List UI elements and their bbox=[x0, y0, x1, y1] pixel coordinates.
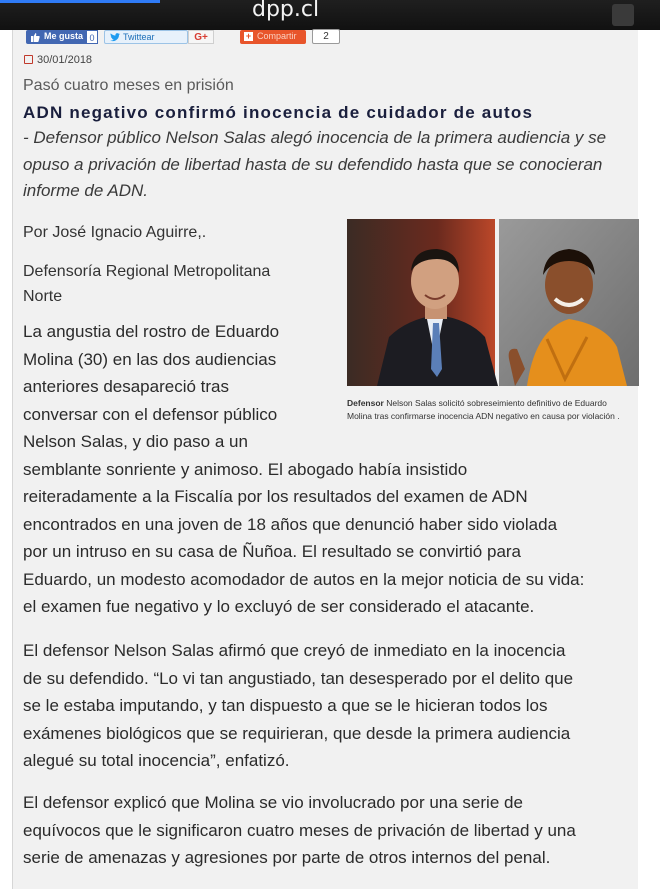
paragraph-line: reiteradamente a la Fiscalía por los resultados del examen de ADN bbox=[23, 487, 528, 506]
paragraph-line: Eduardo, un modesto acomodador de autos en la mejor noticia de su vida: bbox=[23, 569, 585, 589]
facebook-like-button[interactable] bbox=[26, 30, 98, 44]
like-label: Me gusta bbox=[44, 31, 84, 41]
paragraph-line: encontrados en una joven de 18 años que denunció haber sido violada bbox=[23, 514, 558, 534]
paragraph-line: Nelson Salas, y dio paso a un bbox=[23, 432, 248, 451]
article-paragraph-1 bbox=[23, 318, 584, 621]
paragraph-line: equívocos que le significaron cuatro meses de privación de libertad y una bbox=[23, 820, 576, 840]
paragraph-line: por un intruso en su casa de Ñuñoa. El resultado se convirtió para bbox=[23, 542, 522, 561]
paragraph-line: anteriores desapareció tras bbox=[23, 377, 230, 396]
paragraph-line: La angustia del rostro de Eduardo bbox=[23, 322, 280, 341]
paragraph-line: El defensor explicó que Molina se vio involucrado por una serie de bbox=[23, 793, 523, 812]
thumbs-up-icon bbox=[30, 32, 40, 42]
twitter-bird-icon bbox=[110, 33, 120, 42]
paragraph-line: se le estaba imputando, y tan dispuesto a que se le hicieran todos los bbox=[23, 696, 548, 715]
caption-line: Nelson Salas solicitó sobreseimiento definitivo de Eduardo bbox=[383, 398, 607, 408]
paragraph-line: alegué su total inocencia”, enfatizó. bbox=[23, 751, 290, 770]
tweet-label: Twittear bbox=[123, 32, 155, 42]
url-text[interactable]: dpp.cl bbox=[252, 0, 320, 22]
paragraph-line: conversar con el defensor público bbox=[23, 404, 278, 424]
page-load-progress bbox=[0, 0, 160, 3]
article-date-text: 30/01/2018 bbox=[37, 54, 93, 66]
caption-bold: Defensor bbox=[347, 398, 384, 408]
share-button[interactable] bbox=[240, 30, 306, 44]
paragraph-line: el examen fue negativo y lo excluyó de ser considerado el atacante. bbox=[23, 597, 535, 616]
paragraph-line: de su defendido. “Lo vi tan angustiado, tan desesperado por el delito que bbox=[23, 668, 574, 688]
plus-icon: + bbox=[245, 31, 252, 41]
summary-line: informe de ADN. bbox=[23, 181, 149, 200]
article-paragraph-2 bbox=[23, 637, 573, 775]
paragraph-line: serie de amenazas y agresiones por parte de otros internos del penal. bbox=[23, 848, 551, 867]
article-department bbox=[23, 259, 270, 309]
calendar-icon bbox=[24, 55, 33, 64]
browser-menu-button[interactable] bbox=[612, 4, 634, 26]
summary-line: opuso a privación de libertad hasta de su defendido hasta que se conocieran bbox=[23, 154, 603, 174]
twitter-tweet-button[interactable] bbox=[104, 30, 188, 44]
share-count: 2 bbox=[312, 29, 340, 44]
paragraph-line: exámenes biológicos que se requirieran, que desde la primera audiencia bbox=[23, 723, 571, 743]
share-label: Compartir bbox=[257, 31, 297, 41]
google-plus-button[interactable]: G+ bbox=[188, 30, 214, 44]
like-count: 0 bbox=[86, 30, 98, 44]
summary-line: - Defensor público Nelson Salas alegó inocencia de la primera audiencia y se bbox=[23, 128, 607, 147]
paragraph-line: Molina (30) en las dos audiencias bbox=[23, 349, 277, 369]
article-kicker: Pasó cuatro meses en prisión bbox=[23, 77, 234, 94]
article-paragraph-3 bbox=[23, 789, 576, 872]
article-headline: ADN negativo confirmó inocencia de cuidador de autos bbox=[23, 103, 534, 122]
department-line: Defensoría Regional Metropolitana bbox=[23, 263, 271, 280]
page-margin bbox=[638, 30, 660, 889]
browser-address-bar[interactable] bbox=[0, 0, 660, 30]
paragraph-line: semblante sonriente y animoso. El abogado había insistido bbox=[23, 459, 468, 479]
caption-line: Molina tras confirmarse inocencia ADN negativo en causa por violación . bbox=[347, 411, 620, 421]
article-summary bbox=[23, 125, 633, 205]
article-byline: Por José Ignacio Aguirre,. bbox=[23, 224, 207, 241]
paragraph-line: El defensor Nelson Salas afirmó que creyó de inmediato en la inocencia bbox=[23, 641, 566, 660]
department-line: Norte bbox=[23, 288, 63, 305]
